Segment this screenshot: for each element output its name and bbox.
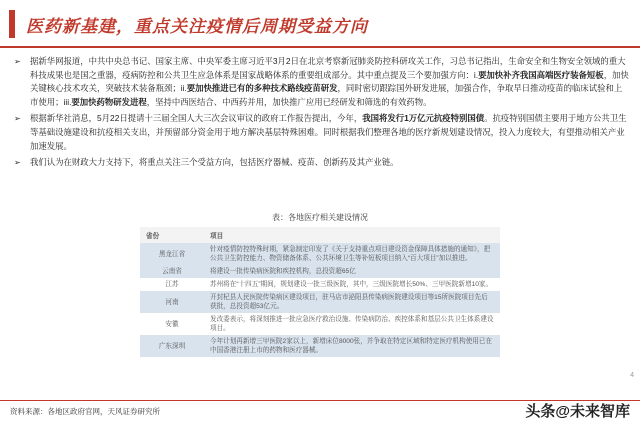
- bullet-highlight: 我国将发行1万亿元抗疫特别国债: [362, 113, 485, 124]
- table-caption: 表：各地医疗相关建设情况: [272, 213, 368, 222]
- table-row: [140, 291, 500, 313]
- province-cell: 黑龙江省: [140, 243, 204, 265]
- bullet-text: 我们认为在财政大力支持下，将重点关注三个受益方向，包括医疗器械、疫苗、创新药及其产业链。: [30, 157, 399, 168]
- table-row: [140, 243, 500, 265]
- bullet-text: 根据新华社消息，5月22日提请十三届全国人大三次会议审议的政府工作报告提出，今年，: [30, 113, 363, 124]
- page-number: 4: [630, 372, 634, 379]
- column-header-project: 项目: [204, 227, 500, 243]
- bullet-text: 。抗疫特别国债主要用于地方公共卫生等基础设施建设和抗疫相关支出，并预留部分资金用于地方解决基层特殊困难。同时根据我们整理各地的医疗新规划建设情况，投入力度较大，有望推动相关产业加速发展。: [30, 113, 627, 151]
- table-header-row: [140, 227, 500, 243]
- province-cell: 河南: [140, 291, 204, 313]
- column-header-province: 省份: [140, 227, 204, 243]
- construction-table: [140, 227, 500, 357]
- project-cell: 今年计划再新增三甲医院2家以上，新增床位8000张，并争取在特定区域和特定医疗机构使用已在中国香港注册上市的药物和医疗器械。: [204, 335, 500, 357]
- bullet-text: ，同时密切跟踪国外研发进展，加强合作，争取早日推动疫苗的临床试验和上市使用；iii.: [30, 83, 623, 107]
- bullet-highlight: 要加快补齐我国高端医疗装备短板: [478, 69, 604, 80]
- source-note: 资料来源：各地区政府官网，天风证券研究所: [10, 407, 160, 416]
- project-cell: 将建设一批传染病医院和疾控机构，总投资超65亿: [204, 265, 500, 278]
- table-row: [140, 265, 500, 278]
- bullet-text: 据新华网报道，中共中央总书记、国家主席、中央军委主席习近平3月2日在北京考察新冠肺炎防控科研攻关工作，习总书记指出，生命安全和生物安全领域的重大科技成果也是国之重器，疫病防控和公共卫生应急体系是国家战略体系的重要组成部分。其中重点提及三个要加强方向：i.: [30, 56, 626, 80]
- province-cell: 云南省: [140, 265, 204, 278]
- bullet-text: ，加快关键核心技术攻关，突破技术装备瓶颈；ii.: [30, 69, 629, 94]
- project-cell: 针对疫情防控特殊时期，紧急制定印发了《关于支持重点项目建设资金保障具体措施的通知》，把公共卫生防控能力、物资储备体系、公共环境卫生等补短板项目纳入“百大项目”加以推进。: [204, 243, 500, 265]
- title-bar: [0, 0, 640, 52]
- table-row: [140, 313, 500, 335]
- page-title: 医药新基建，重点关注疫情后周期受益方向: [26, 17, 368, 37]
- bullet-item: [10, 112, 630, 153]
- project-cell: 苏州将在“十四五”期间，规划建设一批三级医院，其中，三级医院增长50%、三甲医院新增10家。: [204, 278, 500, 291]
- arrow-bullet-icon: ➢: [14, 57, 21, 66]
- project-cell: 开封杞县人民医院传染病区建设项目，驻马店市泌阳县传染病医院建设项目等15所医院项目先后获批，总投资超53亿元。: [204, 291, 500, 313]
- bullet-list: [10, 55, 630, 171]
- bullet-highlight: 要加快推进已有的多种技术路线疫苗研发: [186, 83, 338, 94]
- province-cell: 江苏: [140, 278, 204, 291]
- arrow-bullet-icon: ➢: [14, 158, 21, 168]
- title-accent-bar: [9, 10, 15, 38]
- province-cell: 广东深圳: [140, 335, 204, 357]
- table-row: [140, 278, 500, 291]
- province-cell: 安徽: [140, 313, 204, 335]
- table-row: [140, 335, 500, 357]
- bullet-text: ，坚持中西医结合、中西药并用，加快推广应用已经研发和筛选的有效药物。: [146, 96, 432, 107]
- watermark-text: 头条@未来智库: [525, 403, 630, 420]
- construction-table-section: [140, 212, 500, 357]
- project-cell: 发改委表示，将深刻推进一批应急医疗救治设施、传染病防治、疾控体系和基层公共卫生体系建设项目。: [204, 313, 500, 335]
- arrow-bullet-icon: ➢: [14, 114, 21, 124]
- bullet-highlight: 要加快药物研发进程: [71, 96, 147, 107]
- bullet-item: [10, 55, 630, 109]
- bullet-item: [10, 156, 630, 170]
- title-divider: [0, 46, 640, 48]
